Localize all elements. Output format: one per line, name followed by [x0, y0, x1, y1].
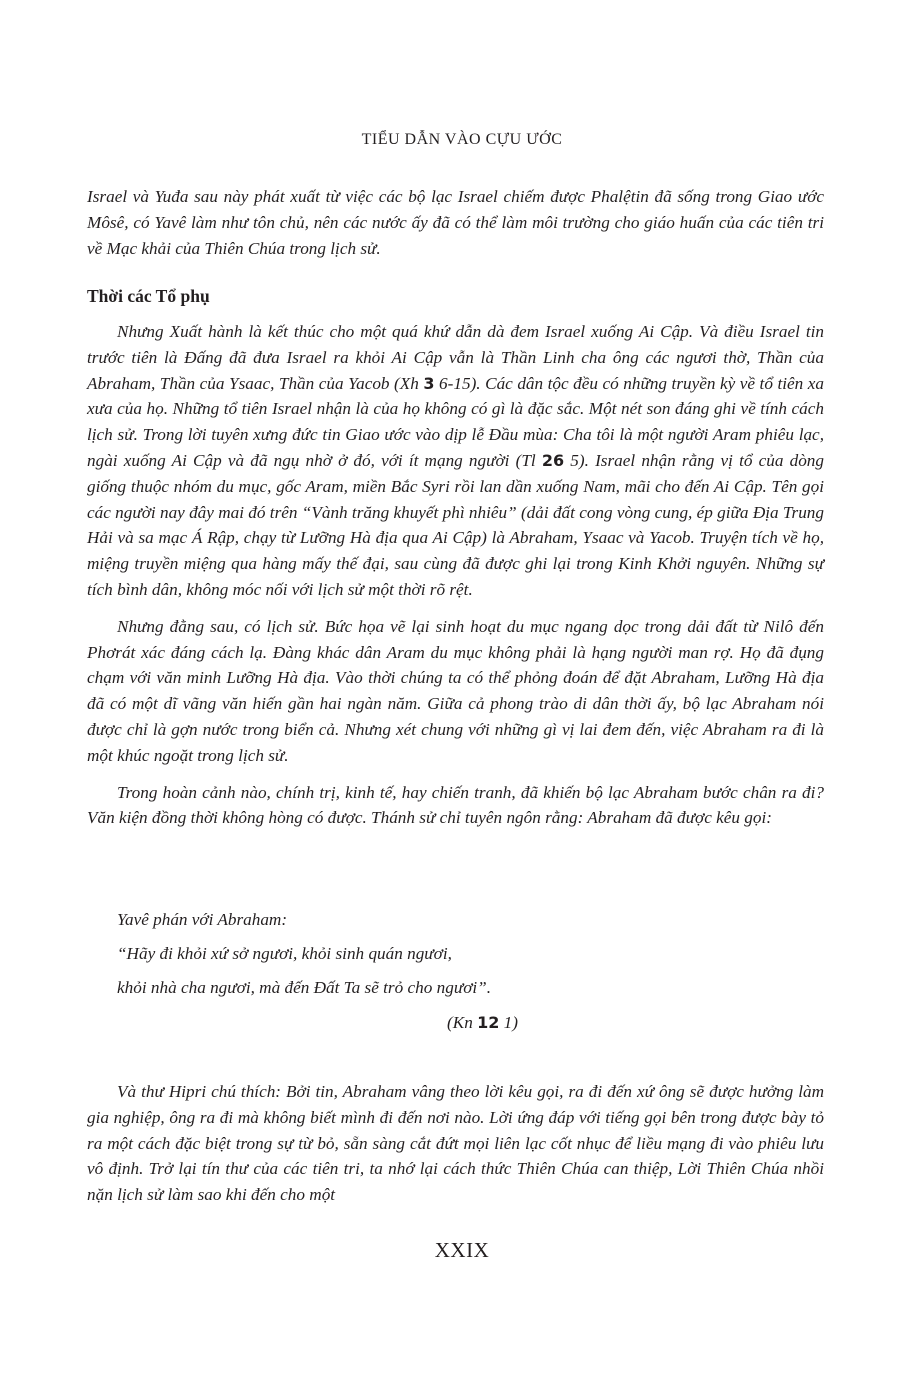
paragraph-2: Nhưng đằng sau, có lịch sử. Bức họa vẽ lại sinh hoạt du mục ngang dọc trong dải đất từ Nilô đến Phơrát xác đáng cách lạ. Đàng khác dân Aram du mục không phải là hạng người man rợ. Họ đã đụng chạm với văn minh Lưỡng Hà địa. Vào thời chúng ta có thể phỏng đoán để đặt Abraham, Lưỡng Hà địa đã có một dĩ vãng văn hiến gần hai ngàn năm. Giữa cả phong trào di dân thời ấy, bộ lạc Abraham nói được chỉ là gợn nước trong biển cả. Nhưng xét chung với những gì vị lai đem đến, việc Abraham ra đi là một khúc ngoặt trong lịch sử.: [87, 616, 824, 765]
citation-prefix: (Kn: [447, 1013, 478, 1032]
chapter-ref-26: 26: [541, 450, 565, 470]
scripture-quote: [117, 903, 491, 1005]
intro-paragraph: Israel và Yuđa sau này phát xuất từ việc các bộ lạc Israel chiếm được Phalệtin đã sống trong Giao ước Môsê, có Yavê làm như tôn chủ, nên các nước ấy đã có thể làm môi trường cho giáo huấn của các tiên tri về Mạc khải của Thiên Chúa trong lịch sử.: [87, 187, 824, 258]
body-text: [87, 319, 824, 842]
citation-suffix: 1): [499, 1013, 518, 1032]
quote-citation: [447, 1013, 518, 1033]
paragraph-1-text-c: 5). Israel nhận rằng vị tổ của dòng giống thuộc nhóm du mục, gốc Aram, miền Bắc Syri rồi lan dần xuống Nam, mãi cho đến Ai Cập. Tên gọi các người nay đây mai đó trên “Vành trăng khuyết phì nhiêu” (dải đất cong vòng cung, ép giữa Địa Trung Hải và sa mạc Á Rập, chạy từ Lưỡng Hà địa qua Ai Cập) là Abraham, Ysaac và Yacob. Truyện tích về họ, miệng truyền miệng qua hàng mấy thế đại, sau cùng đã được ghi lại trong Kinh Khởi nguyên. Những sự tích bình dân, không móc nối với lịch sử một thời rõ rệt.: [87, 450, 824, 599]
section-title: Thời các Tổ phụ: [87, 286, 210, 306]
paragraph-3: Trong hoàn cảnh nào, chính trị, kinh tế, hay chiến tranh, đã khiến bộ lạc Abraham bước chân ra đi? Văn kiện đồng thời không hòng có được. Thánh sử chỉ tuyên ngôn rằng: Abraham đã được kêu gọi:: [87, 782, 824, 828]
quote-line-3: khỏi nhà cha ngươi, mà đến Đất Ta sẽ trỏ cho ngươi”.: [117, 978, 491, 997]
quote-line-2: “Hãy đi khỏi xứ sở ngươi, khỏi sinh quán ngươi,: [117, 944, 452, 963]
paragraph-1: [87, 319, 824, 603]
closing-paragraph: Và thư Hipri chú thích: Bởi tin, Abraham vâng theo lời kêu gọi, ra đi đến xứ ông sẽ được hưởng làm gia nghiệp, ông ra đi mà không biết mình đi đến nơi nào. Lời ứng đáp với tiếng gọi bên trong được bày tỏ ra một cách đặc biệt trong sự từ bỏ, sẵn sàng cắt đứt mọi liên lạc cốt nhục để liều mạng đi vào phiêu lưu vô định. Trở lại tín thư của các tiên tri, ta nhớ lại cách thức Thiên Chúa can thiệp, Lời Thiên Chúa nhồi nặn lịch sử làm sao khi đến cho một: [87, 1082, 824, 1205]
page-number: XXIX: [434, 1238, 490, 1262]
paragraph-1-text-b: 6-15). Các dân tộc đều có những truyền kỳ về tổ tiên xa xưa của họ. Những tổ tiên Israel nhận là của họ không có gì là đặc sắc. Một nét son đáng ghi về tính cách lịch sử. Trong lời tuyên xưng đức tin Giao ước vào dịp lễ Đầu mùa: Cha tôi là một người Aram phiêu lạc, ngài xuống Ai Cập và đã ngụ nhờ ở đó, với ít mạng người (Tl: [87, 373, 824, 470]
quote-line-1: Yavê phán với Abraham:: [117, 910, 288, 929]
running-head: TIỂU DẪN VÀO CỰU ƯỚC: [361, 131, 563, 148]
paragraph-1-text-a: Nhưng Xuất hành là kết thúc cho một quá khứ dẫn dà đem Israel xuống Ai Cập. Và điều Israel tin trước tiên là Đấng đã đưa Israel ra khỏi Ai Cập vẫn là Thần Linh cha ông các ngươi thờ, Thần của Abraham, Thần của Ysaac, Thần của Yacob (Xh: [87, 322, 824, 393]
closing-block: [87, 1079, 824, 1208]
chapter-ref-12: 12: [477, 1013, 500, 1032]
intro-paragraph-block: [87, 184, 824, 261]
chapter-ref-3: 3: [423, 373, 435, 393]
